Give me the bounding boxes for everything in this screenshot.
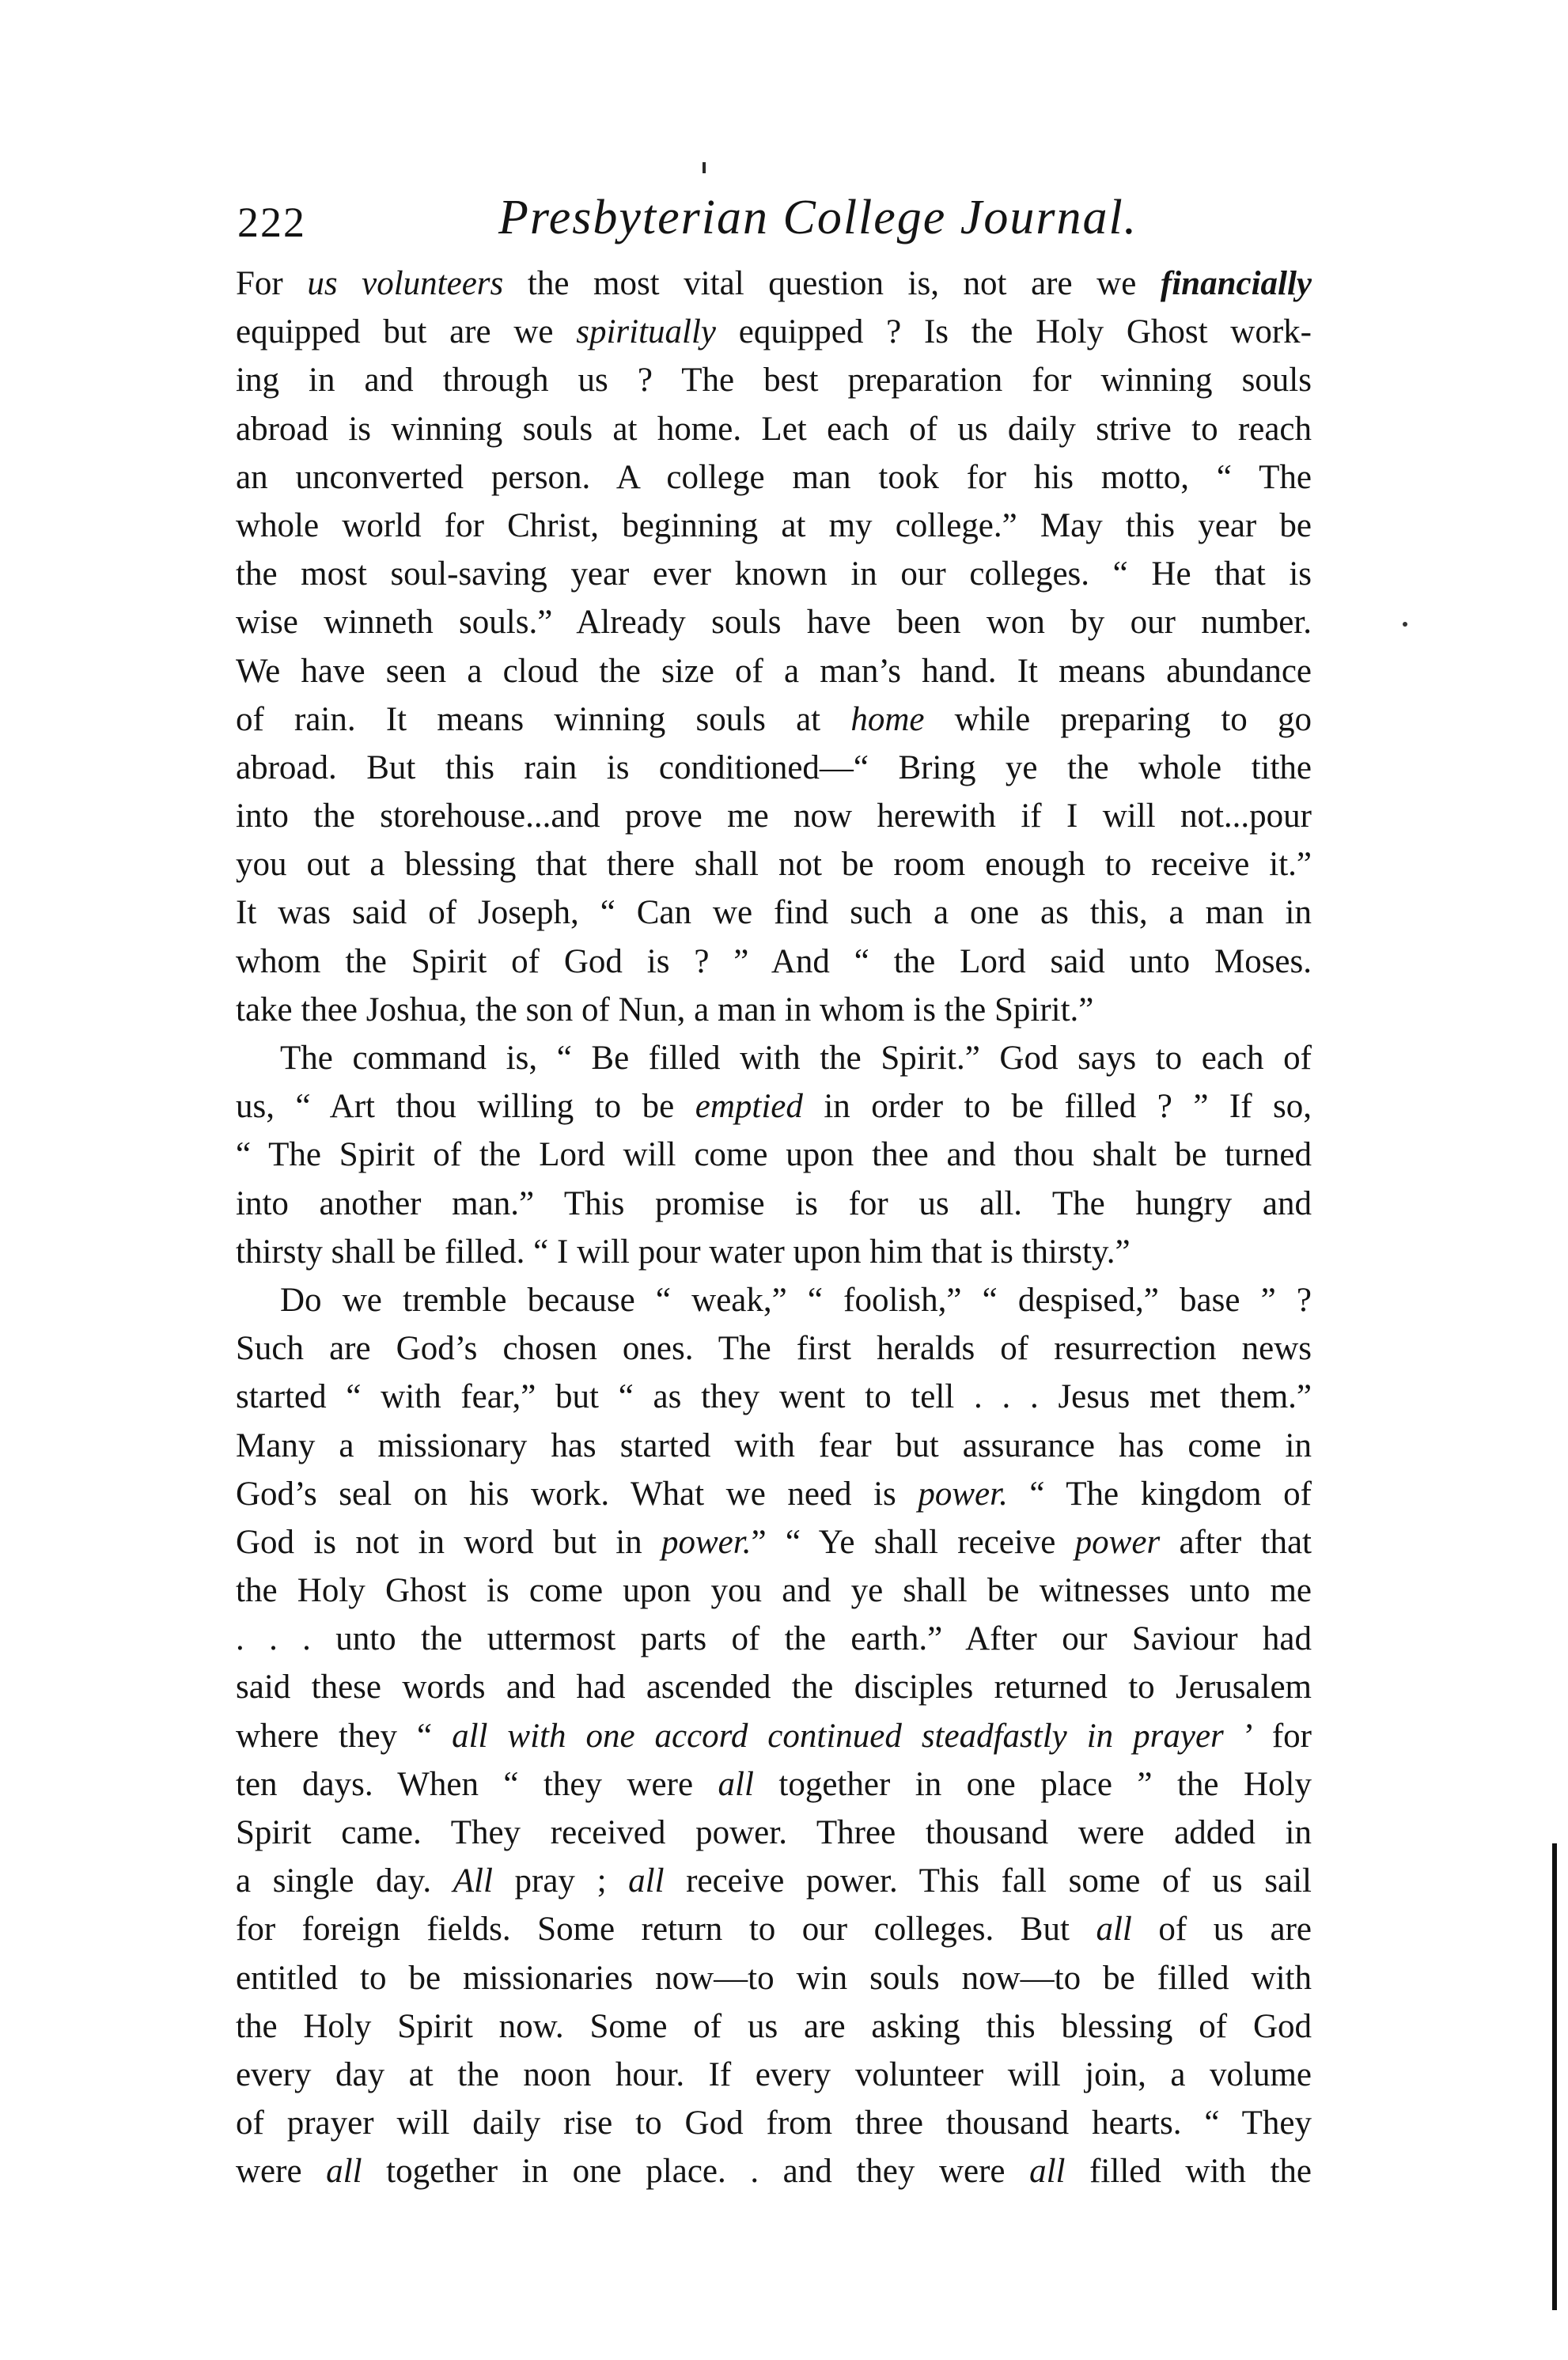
- emphasis-text: home: [850, 700, 925, 738]
- emphasis-text: emptied: [695, 1088, 803, 1126]
- text-span: whom the Spirit of God is ? ” And “ the Lord said unto Moses.: [236, 942, 1312, 980]
- text-span: It was said of Joseph, “ Can we find such a one as this, a man in: [236, 894, 1312, 932]
- text-span: abroad. But this rain is conditioned—“ Bring ye the whole tithe: [236, 748, 1312, 786]
- page-number: 222: [237, 199, 306, 246]
- text-span: together in one place ” the Holy: [753, 1765, 1312, 1803]
- text-span: were: [236, 2153, 327, 2191]
- text-line: [236, 2002, 1312, 2051]
- text-line: [236, 2099, 1312, 2147]
- text-line: [236, 938, 1312, 986]
- text-line: [236, 840, 1312, 888]
- text-line: [236, 1034, 1312, 1082]
- text-span: receive power. This fall some of us sail: [664, 1862, 1312, 1900]
- text-span: where they “: [236, 1717, 453, 1755]
- text-span: Spirit came. They received power. Three thousand were added in: [236, 1814, 1312, 1851]
- text-line: [236, 1180, 1312, 1228]
- running-title: Presbyterian College Journal.: [498, 191, 1138, 244]
- text-span: thirsty shall be filled. “ I will pour water upon him that is thirsty.”: [236, 1233, 1131, 1271]
- text-line: [236, 1422, 1312, 1470]
- text-span: the Holy Spirit now. Some of us are asking this blessing of God: [236, 2007, 1312, 2045]
- text-span: for foreign fields. Some return to our colleges. But: [236, 1911, 1096, 1949]
- text-line: [236, 453, 1312, 502]
- text-line: [236, 1082, 1312, 1131]
- emphasis-text: us volunteers: [307, 265, 504, 302]
- text-span: wise winneth souls.” Already souls have been won by our number.: [236, 604, 1312, 642]
- emphasis-text: all: [628, 1862, 665, 1900]
- text-span: while preparing to go: [924, 700, 1312, 738]
- text-span: into another man.” This promise is for us all. The hungry and: [236, 1184, 1312, 1222]
- page-header: [237, 190, 1345, 261]
- text-line: [236, 1712, 1312, 1760]
- text-span: entitled to be missionaries now—to win souls now—to be filled with: [236, 1959, 1312, 1997]
- text-span: Do we tremble because “ weak,” “ foolish,” “ despised,” base ” ?: [280, 1281, 1312, 1319]
- text-span: the most vital question is, not are we: [503, 265, 1161, 302]
- text-span: whole world for Christ, beginning at my college.” May this year be: [236, 506, 1312, 544]
- text-span: “ The kingdom of: [1007, 1475, 1312, 1513]
- text-line: [236, 598, 1312, 646]
- text-line: [236, 1760, 1312, 1809]
- text-span: ’ for: [1223, 1717, 1312, 1755]
- text-line: [236, 986, 1312, 1034]
- text-span: God’s seal on his work. What we need is: [236, 1475, 918, 1513]
- text-line: [236, 1228, 1312, 1276]
- text-span: after that: [1160, 1523, 1312, 1561]
- text-line: [236, 1905, 1312, 1953]
- text-line: [236, 2147, 1312, 2195]
- emphasis-text: all: [326, 2153, 362, 2191]
- emphasis-text: all with one accord continued steadfastly in prayer: [452, 1717, 1224, 1755]
- text-line: [236, 1615, 1312, 1663]
- text-span: Many a missionary has started with fear but assurance has come in: [236, 1426, 1312, 1464]
- text-span: Such are God’s chosen ones. The first heralds of resurrection news: [236, 1330, 1312, 1368]
- text-line: [236, 744, 1312, 792]
- text-line: [236, 1809, 1312, 1857]
- emphasis-text: power: [1074, 1523, 1161, 1561]
- text-span: . . . unto the uttermost parts of the earth.” After our Saviour had: [236, 1620, 1312, 1658]
- text-span: equipped ? Is the Holy Ghost work-: [716, 313, 1312, 351]
- text-span: together in one place. . and they were: [362, 2153, 1030, 2191]
- text-line: [236, 1663, 1312, 1711]
- text-span: you out a blessing that there shall not be room enough to receive it.”: [236, 846, 1312, 884]
- text-line: [236, 550, 1312, 598]
- text-span: an unconverted person. A college man took for his motto, “ The: [236, 458, 1312, 496]
- text-span: ten days. When “ they were: [236, 1765, 718, 1803]
- text-line: [236, 356, 1312, 404]
- emphasis-text: spiritually: [576, 313, 717, 351]
- text-span: The command is, “ Be filled with the Spirit.” God says to each of: [280, 1040, 1312, 1077]
- text-span: a single day.: [236, 1862, 453, 1900]
- text-line: [236, 1857, 1312, 1905]
- text-line: [236, 888, 1312, 937]
- text-line: [236, 1566, 1312, 1615]
- text-span: of us are: [1131, 1911, 1312, 1949]
- text-span: the most soul-saving year ever known in our colleges. “ He that is: [236, 555, 1312, 593]
- text-line: [236, 792, 1312, 840]
- text-span: in order to be filled ? ” If so,: [802, 1088, 1312, 1126]
- text-line: [236, 1954, 1312, 2002]
- text-line: [236, 695, 1312, 744]
- text-line: [236, 1131, 1312, 1179]
- text-span: “ The Spirit of the Lord will come upon thee and thou shalt be turned: [236, 1136, 1312, 1174]
- text-line: [236, 1518, 1312, 1566]
- text-span: God is not in word but in: [236, 1523, 661, 1561]
- emphasis-text: all: [718, 1765, 754, 1803]
- text-line: [236, 1324, 1312, 1373]
- text-span: equipped but are we: [236, 313, 577, 351]
- text-span: said these words and had ascended the disciples returned to Jerusalem: [236, 1669, 1312, 1707]
- emphasis-text: power.: [661, 1523, 752, 1561]
- text-span: every day at the noon hour. If every volunteer will join, a volume: [236, 2055, 1312, 2093]
- emphasis-text: power.: [918, 1475, 1008, 1513]
- text-span: filled with the: [1065, 2153, 1312, 2191]
- emphasis-text: all: [1096, 1911, 1132, 1949]
- text-span: of rain. It means winning souls at: [236, 700, 851, 738]
- emphasis-text: financially: [1160, 265, 1312, 302]
- text-line: [236, 2051, 1312, 2099]
- text-line: [236, 1276, 1312, 1324]
- text-span: ” “ Ye shall receive: [751, 1523, 1075, 1561]
- text-span: the Holy Ghost is come upon you and ye shall be witnesses unto me: [236, 1572, 1312, 1610]
- body-text: [236, 259, 1312, 2196]
- emphasis-text: All: [453, 1862, 493, 1900]
- print-speck: [703, 162, 706, 173]
- text-span: For: [236, 265, 308, 302]
- emphasis-text: all: [1029, 2153, 1066, 2191]
- text-span: us, “ Art thou willing to be: [236, 1088, 695, 1126]
- text-span: pray ;: [492, 1862, 629, 1900]
- text-line: [236, 647, 1312, 695]
- page-edge-bar: [1552, 1843, 1557, 2310]
- text-span: take thee Joshua, the son of Nun, a man in whom is the Spirit.”: [236, 991, 1094, 1028]
- text-span: into the storehouse...and prove me now herewith if I will not...pour: [236, 797, 1312, 835]
- text-span: of prayer will daily rise to God from three thousand hearts. “ They: [236, 2104, 1312, 2142]
- text-span: ing in and through us ? The best preparation for winning souls: [236, 362, 1312, 400]
- text-line: [236, 1470, 1312, 1518]
- text-span: abroad is winning souls at home. Let each of us daily strive to reach: [236, 410, 1312, 448]
- text-line: [236, 405, 1312, 453]
- margin-dot: [1403, 622, 1407, 627]
- text-line: [236, 1373, 1312, 1421]
- text-line: [236, 308, 1312, 356]
- text-line: [236, 502, 1312, 550]
- text-span: We have seen a cloud the size of a man’s hand. It means abundance: [236, 652, 1312, 690]
- text-line: [236, 259, 1312, 308]
- text-span: started “ with fear,” but “ as they went to tell . . . Jesus met them.”: [236, 1378, 1312, 1416]
